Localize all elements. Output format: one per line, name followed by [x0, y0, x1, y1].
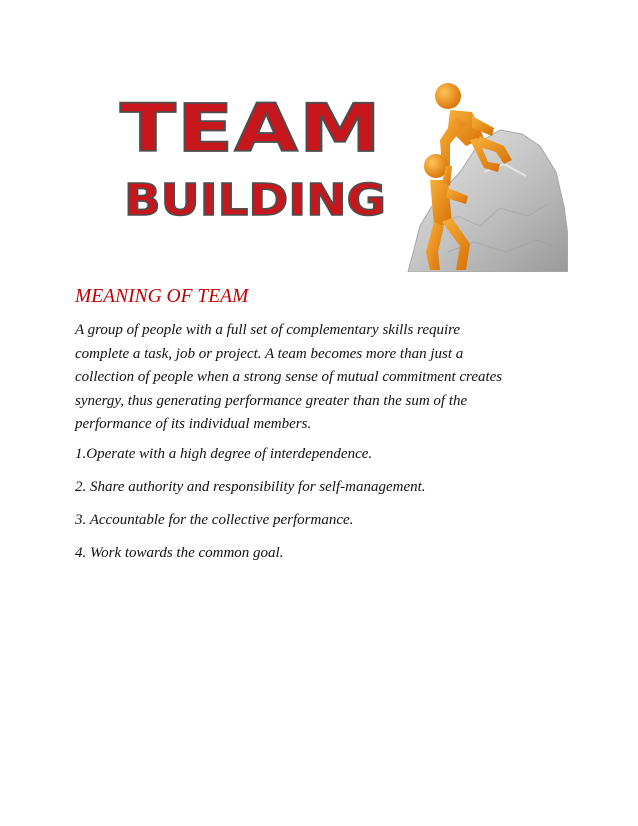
- list-item: 2. Share authority and responsibility for self-management.: [75, 478, 426, 495]
- paragraph-line: A group of people with a full set of complementary skills require: [75, 322, 461, 338]
- list-item: 4. Work towards the common goal.: [75, 544, 284, 561]
- paragraph-line: collection of people when a strong sense of mutual commitment creates: [75, 369, 503, 386]
- document-body: [75, 285, 565, 575]
- list-item: 3. Accountable for the collective performance.: [75, 511, 354, 528]
- list-item: 1.Operate with a high degree of interdependence.: [75, 445, 373, 462]
- team-building-banner: [108, 76, 568, 272]
- paragraph-line: complete a task, job or project. A team becomes more than just a: [75, 345, 464, 362]
- logo-line-team: TEAM: [120, 90, 382, 167]
- section-heading: MEANING OF TEAM: [75, 286, 249, 307]
- definition-paragraph: [75, 319, 565, 437]
- paragraph-line: synergy, thus generating performance greater than the sum of the: [75, 392, 468, 409]
- paragraph-line: performance of its individual members.: [75, 416, 312, 433]
- team-building-logo: [120, 90, 386, 226]
- top-figure-head: [435, 83, 461, 109]
- logo-line-building: BUILDING: [124, 175, 386, 226]
